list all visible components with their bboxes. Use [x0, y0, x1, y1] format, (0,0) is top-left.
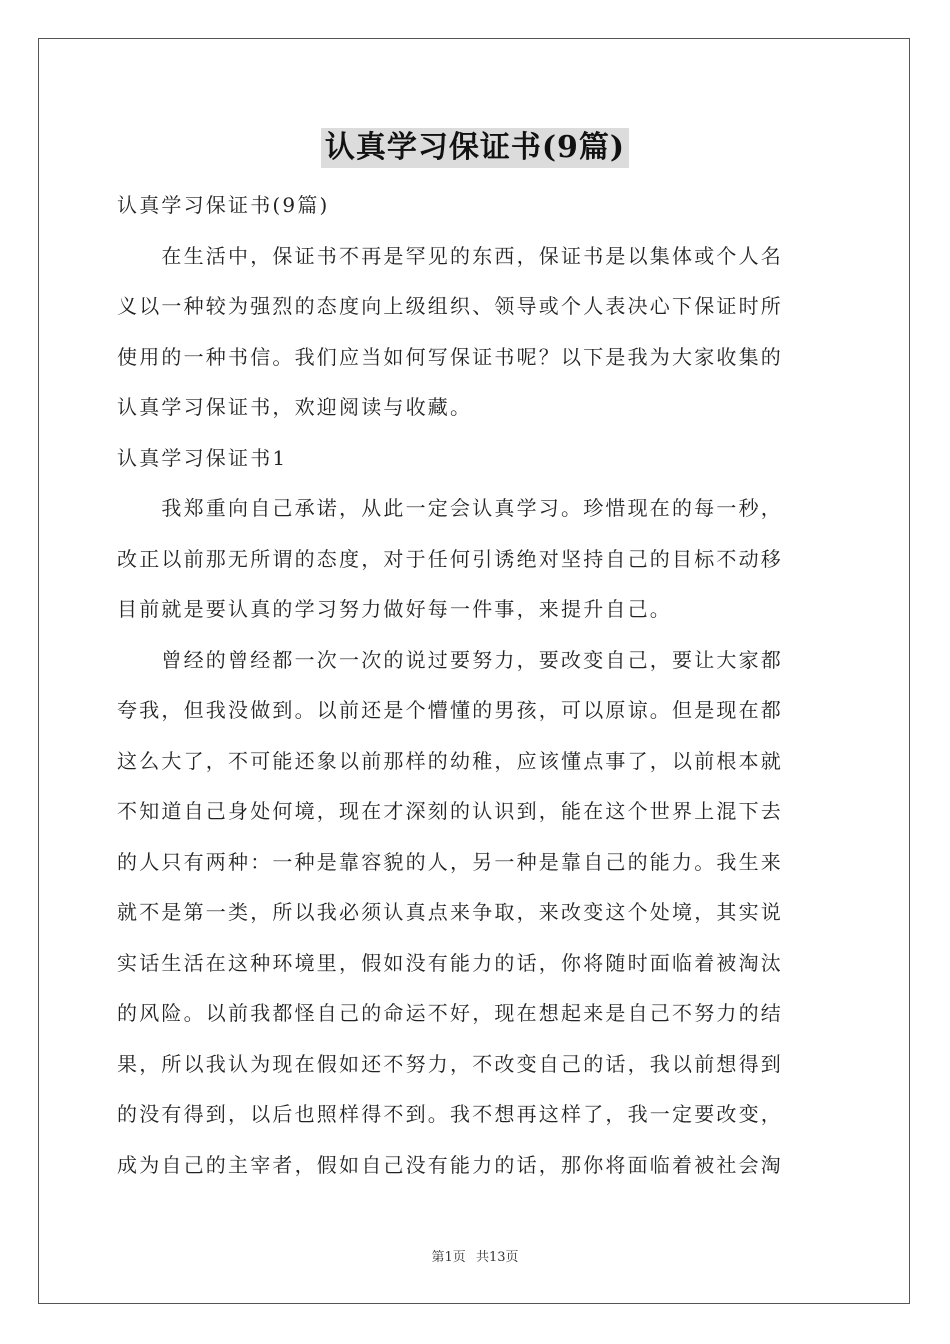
body-line: 我郑重向自己承诺，从此一定会认真学习。珍惜现在的每一秒，: [117, 496, 783, 520]
body-line: 改正以前那无所谓的态度，对于任何引诱绝对坚持自己的目标不动移: [117, 546, 783, 571]
body-line: 目前就是要认真的学习努力做好每一件事，来提升自己。: [117, 597, 672, 621]
title-container: [0, 128, 950, 168]
document-title: 认真学习保证书(9篇): [321, 128, 629, 168]
subtitle-line: 认真学习保证书(9篇): [117, 193, 330, 217]
body-line: 不知道自己身处何境，现在才深刻的认识到，能在这个世界上混下去: [117, 799, 783, 823]
section-heading: 认真学习保证书1: [117, 445, 288, 470]
body-line: 在生活中，保证书不再是罕见的东西，保证书是以集体或个人名: [117, 243, 783, 268]
body-line: 认真学习保证书，欢迎阅读与收藏。: [117, 395, 473, 419]
page-total: 共13页: [475, 1250, 519, 1265]
document-body: [117, 180, 833, 1190]
body-line: 夸我，但我没做到。以前还是个懵懂的男孩，可以原谅。但是现在都: [117, 698, 783, 722]
body-line: 果，所以我认为现在假如还不努力，不改变自己的话，我以前想得到: [117, 1051, 783, 1076]
body-line: 义以一种较为强烈的态度向上级组织、领导或个人表决心下保证时所: [117, 294, 783, 318]
body-line: 的没有得到，以后也照样得不到。我不想再这样了，我一定要改变，: [117, 1102, 783, 1126]
body-line: 曾经的曾经都一次一次的说过要努力，要改变自己，要让大家都: [117, 647, 783, 672]
body-line: 的风险。以前我都怪自己的命运不好，现在想起来是自己不努力的结: [117, 1001, 783, 1025]
body-line: 的人只有两种：一种是靠容貌的人，另一种是靠自己的能力。我生来: [117, 849, 783, 874]
body-line: 就不是第一类，所以我必须认真点来争取，来改变这个处境，其实说: [117, 900, 783, 924]
body-line: 成为自己的主宰者，假如自己没有能力的话，那你将面临着被社会淘: [117, 1152, 783, 1177]
page-footer: [0, 1246, 950, 1265]
body-line: 这么大了，不可能还象以前那样的幼稚，应该懂点事了，以前根本就: [117, 748, 783, 773]
body-line: 使用的一种书信。我们应当如何写保证书呢？以下是我为大家收集的: [117, 344, 783, 369]
body-line: 实话生活在这种环境里，假如没有能力的话，你将随时面临着被淘汰: [117, 950, 783, 975]
page-number: 第1页: [431, 1250, 466, 1265]
